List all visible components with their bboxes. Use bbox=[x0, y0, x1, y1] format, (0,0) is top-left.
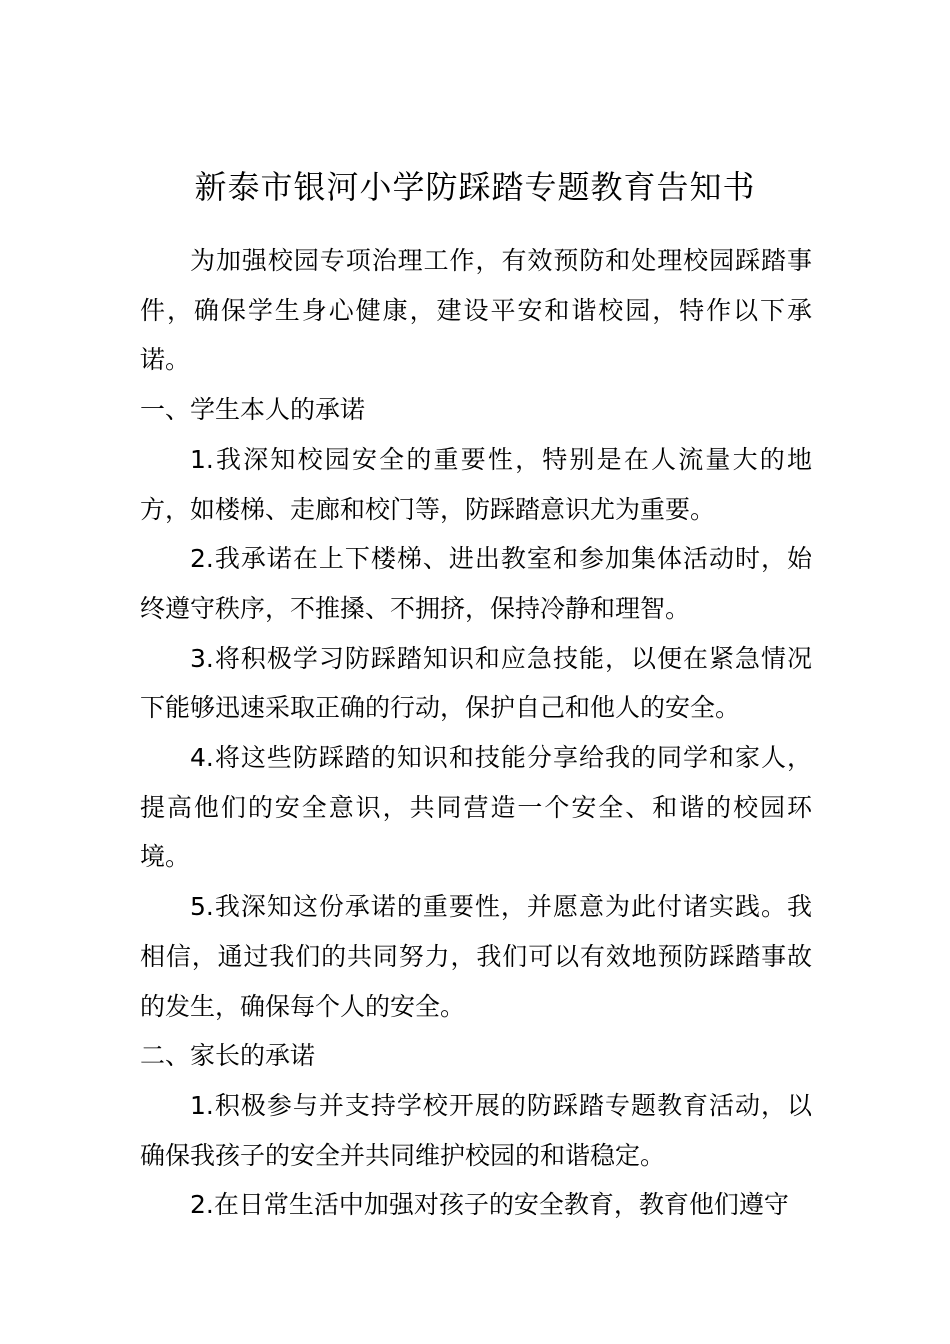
section-heading-students: 一、学生本人的承诺 bbox=[140, 395, 366, 425]
document-body bbox=[140, 236, 812, 1230]
parent-pledge-item: 2.在日常生活中加强对孩子的安全教育，教育他们遵守 bbox=[190, 1190, 789, 1220]
parent-pledge-item: 1.积极参与并支持学校开展的防踩踏专题教育活动，以确保我孩子的安全并共同维护校园的和谐稳定。 bbox=[140, 1090, 812, 1170]
section-heading-parents: 二、家长的承诺 bbox=[140, 1041, 316, 1071]
student-pledge-item: 3.将积极学习防踩踏知识和应急技能，以便在紧急情况下能够迅速采取正确的行动，保护自己和他人的安全。 bbox=[140, 643, 812, 723]
intro-paragraph: 为加强校园专项治理工作，有效预防和处理校园踩踏事件，确保学生身心健康，建设平安和谐校园，特作以下承诺。 bbox=[140, 246, 812, 375]
student-pledge-item: 5.我深知这份承诺的重要性，并愿意为此付诸实践。我相信，通过我们的共同努力，我们可以有效地预防踩踏事故的发生，确保每个人的安全。 bbox=[140, 892, 812, 1021]
document-title: 新泰市银河小学防踩踏专题教育告知书 bbox=[194, 168, 756, 206]
student-pledge-item: 1.我深知校园安全的重要性，特别是在人流量大的地方，如楼梯、走廊和校门等，防踩踏意识尤为重要。 bbox=[140, 444, 812, 524]
student-pledge-item: 4.将这些防踩踏的知识和技能分享给我的同学和家人，提高他们的安全意识，共同营造一个安全、和谐的校园环境。 bbox=[140, 743, 812, 872]
student-pledge-item: 2.我承诺在上下楼梯、进出教室和参加集体活动时，始终遵守秩序，不推搡、不拥挤，保持冷静和理智。 bbox=[140, 544, 812, 623]
